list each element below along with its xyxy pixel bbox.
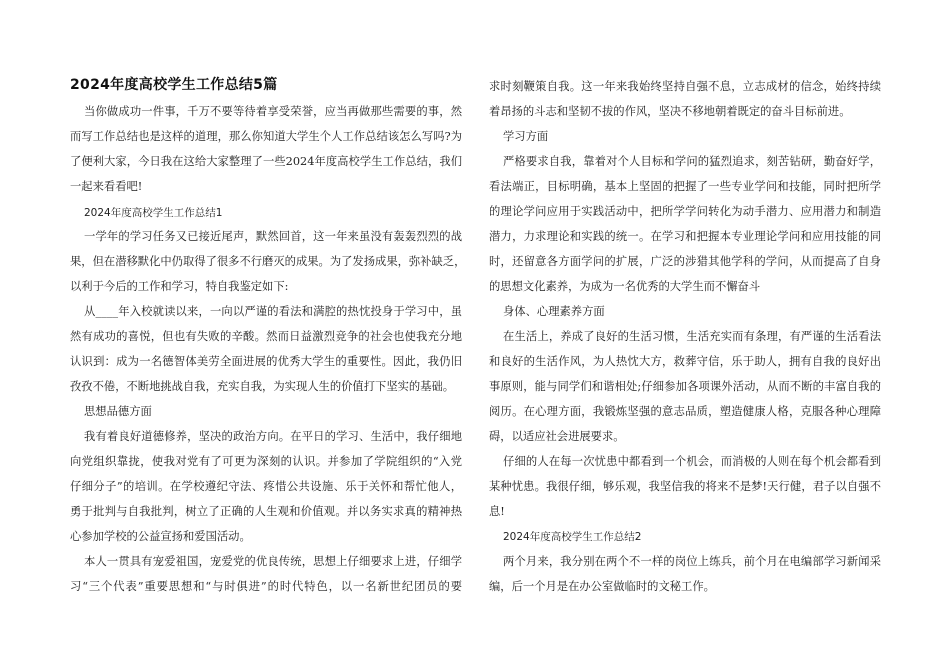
paragraph-line: 仔细的人在每一次忧患中都看到一个机会，而消极的人则在每个机会都看到 bbox=[503, 455, 881, 468]
paragraph-line: 在生活上，养成了良好的生活习惯，生活充实而有条理，有严谨的生活看法 bbox=[503, 330, 881, 343]
paragraph-line: 我有着良好道德修养，坚决的政治方向。在平日的学习、生活中，我仔细地 bbox=[84, 430, 462, 443]
paragraph-line: 习“三个代表”重要思想和“与时俱进”的时代特色，以一名新世纪团员的要 bbox=[70, 580, 462, 593]
section-heading: 思想品德方面 bbox=[84, 405, 152, 418]
section-heading: 学习方面 bbox=[503, 130, 549, 143]
paragraph-line: 某种忧患。我很仔细，够乐观，我坚信我的将来不是梦!天行健，君子以自强不 bbox=[489, 480, 881, 493]
document-title: 2024年度高校学生工作总结5篇 bbox=[70, 77, 278, 93]
paragraph-line: 和良好的生活作风，为人热忱大方，救葬守信，乐于助人，拥有自我的良好出 bbox=[489, 355, 881, 368]
paragraph-line: 的思想文化素养，为成为一名优秀的大学生而不懈奋斗 bbox=[489, 280, 761, 293]
paragraph-line: 而写工作总结也是这样的道理，那么你知道大学生个人工作总结该怎么写吗?为 bbox=[70, 130, 462, 143]
paragraph-line: 编，后一个月是在办公室做临时的文秘工作。 bbox=[489, 580, 715, 593]
paragraph-line: 本人一贯具有宠爱祖国，宠爱党的优良传统，思想上仔细要求上进，仔细学 bbox=[84, 555, 462, 568]
paragraph-line: 勇于批判与自我批判，树立了正确的人生观和价值观。并以务实求真的精神热 bbox=[70, 505, 462, 518]
paragraph-line: 潜力，力求理论和实践的统一。在学习和把握本专业理论学问和应用技能的同 bbox=[489, 230, 881, 243]
paragraph-line: 阅历。在心理方面，我锻炼坚强的意志品质，塑造健康人格，克服各种心理障 bbox=[489, 405, 881, 418]
paragraph-line: 然有成功的喜悦，但也有失败的辛酸。然而日益激烈竞争的社会也使我充分地 bbox=[70, 330, 462, 343]
paragraph-line: 求时刻鞭策自我。这一年来我始终坚持自强不息，立志成材的信念，始终持续 bbox=[489, 80, 881, 93]
section-title: 2024年度高校学生工作总结2 bbox=[503, 531, 642, 543]
paragraph-line: 认识到：成为一名德智体美劳全面进展的优秀大学生的重要性。因此，我仍旧 bbox=[70, 355, 462, 368]
paragraph-line: 一学年的学习任务又已接近尾声，默然回首，这一年来虽没有轰轰烈烈的战 bbox=[84, 230, 462, 243]
paragraph-line: 从____年入校就读以来，一向以严谨的看法和满腔的热忱投身于学习中，虽 bbox=[84, 305, 462, 318]
paragraph-line: 严格要求自我，靠着对个人目标和学问的猛烈追求，刻苦钻研，勤奋好学， bbox=[503, 155, 881, 168]
paragraph-line: 心参加学校的公益宣扬和爱国活动。 bbox=[70, 530, 251, 543]
paragraph-line: 看法端正，目标明确，基本上坚固的把握了一些专业学问和技能，同时把所学 bbox=[489, 180, 881, 193]
paragraph-line: 果，但在潜移默化中仍取得了很多不行磨灭的成果。为了发扬成果，弥补缺乏， bbox=[70, 255, 466, 268]
section-title: 2024年度高校学生工作总结1 bbox=[84, 207, 223, 219]
paragraph-line: 孜孜不倦，不断地挑战自我，充实自我，为实现人生的价值打下坚实的基础。 bbox=[70, 380, 455, 393]
paragraph-line: 时，还留意各方面学问的扩展，广泛的涉猎其他学科的学问，从而提高了自身 bbox=[489, 255, 881, 268]
paragraph-line: 碍，以适应社会进展要求。 bbox=[489, 430, 625, 443]
paragraph-line: 着昂扬的斗志和坚韧不拔的作风，坚决不移地朝着既定的奋斗目标前进。 bbox=[489, 105, 851, 118]
paragraph-line: 向党组织靠拢，使我对党有了可更为深刻的认识。并参加了学院组织的“入党 bbox=[70, 455, 462, 468]
paragraph-line: 两个月来，我分别在两个不一样的岗位上练兵，前个月在电编部学习新闻采 bbox=[503, 555, 881, 568]
paragraph-line: 的理论学问应用于实践活动中，把所学学问转化为动手潜力、应用潜力和制造 bbox=[489, 205, 881, 218]
paragraph-line: 一起来看看吧! bbox=[70, 180, 143, 193]
paragraph-line: 事原则，能与同学们和谐相处;仔细参加各项课外活动，从而不断的丰富自我的 bbox=[489, 380, 881, 393]
paragraph-line: 了便利大家，今日我在这给大家整理了一些2024年度高校学生工作总结，我们 bbox=[70, 155, 462, 168]
paragraph-line: 当你做成功一件事，千万不要等待着享受荣誉，应当再做那些需要的事，然 bbox=[84, 105, 462, 118]
paragraph-line: 息! bbox=[489, 505, 505, 518]
paragraph-line: 仔细分子”的培训。在学校遵纪守法、疼惜公共设施、乐于关怀和帮忙他人， bbox=[70, 480, 462, 493]
section-heading: 身体、心理素养方面 bbox=[503, 305, 605, 318]
paragraph-line: 以利于今后的工作和学习，特自我鉴定如下: bbox=[70, 280, 289, 293]
